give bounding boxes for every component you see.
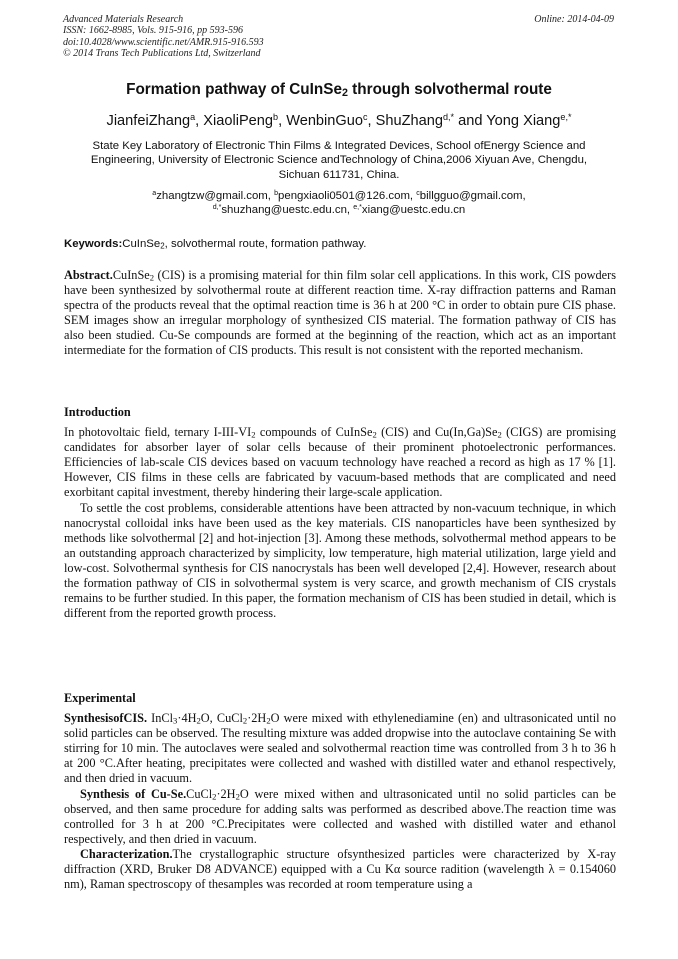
affiliation: State Key Laboratory of Electronic Thin Films & Integrated Devices, School ofEnergy Science and Engineering, University of Electronic Science andTechnology of China,2006 Xiyuan Ave, Chengdu, Sichuan 611731, China. (90, 140, 588, 181)
author: JianfeiZhang$^a$, (106, 112, 204, 129)
introduction-section (64, 405, 616, 621)
section-heading: Experimental (64, 691, 136, 705)
issn-line: ISSN: 1662-8985, Vols. 915-916, pp 593-596 (63, 25, 243, 37)
journal-name: Advanced Materials Research (63, 14, 184, 25)
journal-info (63, 14, 264, 60)
email-link[interactable]: xiang@uestc.edu.cn (361, 204, 466, 217)
paragraph: To settle the cost problems, considerable attentions have been attracted by non-vacuum technique, in which nanocrystal colloidal inks have been used as the key materials. CIS nanoparticles have been synthesized by methods like solvothermal [2] and hot-injection [3]. Among these methods, solvothermal method appears to be an outstanding approach characterized by simplicity, low temperature, high material utilization, large yield and low-cost. Solvothermal synthesis for CIS nanocrystals has been well developed [2,4]. However, research about the formation pathway of CIS in solvothermal system is very scarce, and growth mechanism of CIS crystals remains to be further studied. In this paper, the formation mechanism of CIS has been studied in detail, which is different from the reported growth process. (64, 500, 616, 621)
author: Yong Xiang$^{e,*}$ (486, 112, 572, 129)
paragraph: Synthesis of $Cu-Se.CuCl_2\cdot 2H_2O$ were mixed withen and ultrasonicated until no solid particles can be observed, and then same procedure for adding salts was performed as described above.The reaction time was controlled for 3 h at 200 °C.Precipitates were collected and washed with distilled water and ethanol respectively, and then dried in vacuum. (64, 786, 616, 846)
online-date: Online: 2014-04-09 (534, 14, 614, 25)
copyright-line: © 2014 Trans Tech Publications Ltd, Switzerland (63, 48, 261, 60)
keywords: Keywords:CuInSe$_2$, solvothermal route, formation pathway. (64, 238, 367, 251)
section-heading: Introduction (64, 405, 131, 419)
email-link[interactable]: billgguo@gmail.com, (419, 190, 526, 202)
email-link[interactable]: pengxiaoli0501@126.com, (278, 190, 417, 202)
author: WenbinGuo$^c$, (286, 112, 376, 129)
author: ShuZhang$^{d,*}$ and (375, 112, 487, 129)
email-link[interactable]: shuzhang@uestc.edu.cn, (221, 204, 354, 217)
author: XiaoliPeng$^b$, (203, 112, 287, 129)
email-link[interactable]: zhangtzw@gmail.com, (156, 190, 275, 202)
paragraph: SynthesisofCIS. $InCl_3\cdot 4H_2O$, $CuCl_2\cdot 2H_2O$ were mixed with ethylenediamine (en) and ultrasonicated until no solid particles can be observed. The resulting mixture was added dropwise into the autoclave containing Se with stirring for 10 min. The autoclaves were sealed and solvothermal reaction time was controlled from 3 h to 36 h at 200 °C.After heating, precipitates were collected and washed with distilled water and ethanol respectively, and then dried in vacuum. (64, 711, 616, 786)
author-list (0, 113, 678, 129)
paper-title: Formation pathway of CuInSe$_2$ through solvothermal route (126, 81, 552, 100)
paragraph: Characterization.The crystallographic structure ofsynthesized particles were characterized by X-ray diffraction (XRD, Bruker D8 ADVANCE) equipped with a Cu Kα source radition (wavelength λ = 0.154060 nm), Raman spectroscopy of thesamples was recorded at room temperature using a (64, 846, 616, 892)
experimental-section (64, 691, 616, 892)
paragraph: In photovoltaic field, ternary $I-III-VI_2$ compounds of CuInSe$_2$ (CIS) and $Cu(In,Ga)Se_2$ (CIGS) are promising candidates for absorber layer of solar cells because of their prominent photoelectronic performances. Efficiencies of lab-scale CIS devices based on vacuum technology have reached a record as high as 17 % [1]. However, CIS films in these cells are fabricated by vacuum-based methods that are complicated and need exorbitant capital investment, thereby hindering their large-scale application. (64, 425, 617, 500)
doi-line: doi:10.4028/www.scientific.net/AMR.915-916.593 (63, 36, 264, 48)
author-emails: $^a$zhangtzw@gmail.com, $^b$pengxiaoli0501@126.com, $^c$billgguo@gmail.com, $^{d,*}$shuzhang@uestc.edu.cn, $^{e,*}$xiang@uestc.edu.cn (152, 190, 526, 217)
abstract: Abstract.CuInSe$_2$ (CIS) is a promising material for thin film solar cell applications. In this work, CIS powders have been synthesized by solvothermal route at different reaction time. X-ray diffraction patterns and Raman spectra of the products reveal that the optimal reaction time is 36 h at 200 °C in order to obtain pure CIS phase. SEM images show an irregular morphology of synthesized CIS material. The formation pathway of CIS has also been studied. Cu-Se compounds are formed at the beginning of the reaction, which act as an important intermediate for the formation of CIS products. This result is not consistent with the reported mechanism. (64, 268, 616, 358)
